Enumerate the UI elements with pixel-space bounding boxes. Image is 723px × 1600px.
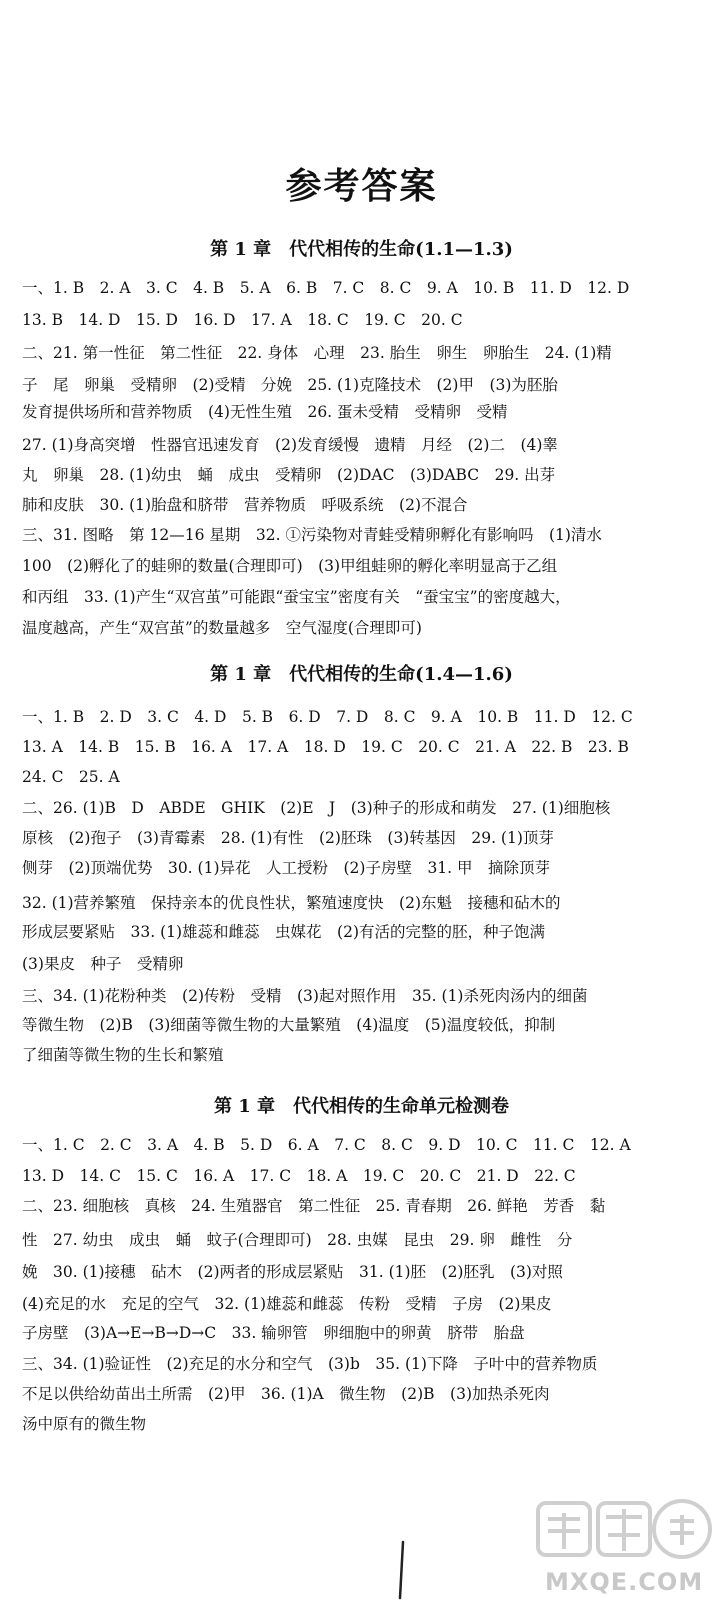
answer-line: 三、31. 图略 第 12—16 星期 32. ①污染物对青蛙受精卵孵化有影响吗 (1)清水 [22, 526, 602, 544]
answer-line: 发育提供场所和营养物质 (4)无性生殖 26. 蛋未受精 受精卵 受精 [22, 403, 508, 421]
answer-line: (3)果皮 种子 受精卵 [22, 955, 184, 973]
answer-line: 二、23. 细胞核 真核 24. 生殖器官 第二性征 25. 青春期 26. 鲜艳 芳香 黏 [22, 1197, 606, 1215]
answer-line: 13. A 14. B 15. B 16. A 17. A 18. D 19. C 20. C 21. A 22. B 23. B [22, 738, 629, 756]
answer-line: 100 (2)孵化了的蛙卵的数量(合理即可) (3)甲组蛙卵的孵化率明显高于乙组 [22, 557, 558, 575]
answer-line: 二、21. 第一性征 第二性征 22. 身体 心理 23. 胎生 卵生 卵胎生 24. (1)精 [22, 344, 612, 362]
answer-line: 不足以供给幼苗出土所需 (2)甲 36. (1)A 微生物 (2)B (3)加热杀死肉 [22, 1385, 550, 1403]
answer-line: 原核 (2)孢子 (3)青霉素 28. (1)有性 (2)胚珠 (3)转基因 29. (1)顶芽 [22, 829, 554, 847]
answer-line: 形成层要紧贴 33. (1)雄蕊和雌蕊 虫媒花 (2)有活的完整的胚，种子饱满 [22, 923, 545, 941]
answer-line: 温度越高，产生“双宫茧”的数量越多 空气湿度(合理即可) [22, 619, 422, 637]
answer-line: 27. (1)身高突增 性器官迅速发育 (2)发育缓慢 遗精 月经 (2)二 (4)睾 [22, 436, 558, 454]
answer-line: (4)充足的水 充足的空气 32. (1)雄蕊和雌蕊 传粉 受精 子房 (2)果皮 [22, 1295, 552, 1313]
answer-line: 等微生物 (2)B (3)细菌等微生物的大量繁殖 (4)温度 (5)温度较低，抑制 [22, 1016, 556, 1034]
answer-line: 一、1. C 2. C 3. A 4. B 5. D 6. A 7. C 8. C 9. D 10. C 11. C 12. A [22, 1136, 631, 1154]
section-title: 第 1 章 代代相传的生命(1.1—1.3) [210, 239, 513, 260]
answer-line: 娩 30. (1)接穗 砧木 (2)两者的形成层紧贴 31. (1)胚 (2)胚乳 (3)对照 [22, 1263, 563, 1281]
answer-line: 丸 卵巢 28. (1)幼虫 蛹 成虫 受精卵 (2)DAC (3)DABC 29. 出芽 [22, 466, 556, 484]
page-title: 参考答案 [285, 165, 438, 207]
answer-line: 和丙组 33. (1)产生“双宫茧”可能跟“蚕宝宝”密度有关 “蚕宝宝”的密度越大， [22, 588, 571, 606]
answer-line: 汤中原有的微生物 [22, 1415, 147, 1433]
answer-line: 肺和皮肤 30. (1)胎盘和脐带 营养物质 呼吸系统 (2)不混合 [22, 496, 468, 514]
watermark-url: MXQE.COM [545, 1568, 704, 1596]
answer-line: 侧芽 (2)顶端优势 30. (1)异花 人工授粉 (2)子房壁 31. 甲 摘除顶芽 [22, 859, 551, 877]
section-title: 第 1 章 代代相传的生命单元检测卷 [213, 1096, 510, 1117]
answer-line: 一、1. B 2. A 3. C 4. B 5. A 6. B 7. C 8. C 9. A 10. B 11. D 12. D [22, 279, 630, 297]
answer-line: 24. C 25. A [22, 768, 120, 786]
answer-line: 了细菌等微生物的生长和繁殖 [22, 1046, 224, 1064]
answer-line: 三、34. (1)花粉种类 (2)传粉 受精 (3)起对照作用 35. (1)杀死肉汤内的细菌 [22, 987, 588, 1005]
answer-line: 三、34. (1)验证性 (2)充足的水分和空气 (3)b 35. (1)下降 子叶中的营养物质 [22, 1355, 598, 1373]
section-title: 第 1 章 代代相传的生命(1.4—1.6) [210, 664, 513, 685]
answer-line: 性 27. 幼虫 成虫 蛹 蚊子(合理即可) 28. 虫媒 昆虫 29. 卵 雌性 分 [22, 1231, 573, 1249]
answer-line: 子 尾 卵巢 受精卵 (2)受精 分娩 25. (1)克隆技术 (2)甲 (3)为胚胎 [22, 376, 558, 394]
answer-line: 二、26. (1)B D ABDE GHIK (2)E J (3)种子的形成和萌发 27. (1)细胞核 [22, 799, 611, 817]
answer-line: 子房壁 (3)A→E→B→D→C 33. 输卵管 卵细胞中的卵黄 脐带 胎盘 [22, 1324, 525, 1342]
answer-line: 13. B 14. D 15. D 16. D 17. A 18. C 19. C 20. C [22, 311, 463, 329]
pen-stroke-mark [395, 1540, 409, 1600]
answer-line: 一、1. B 2. D 3. C 4. D 5. B 6. D 7. D 8. C 9. A 10. B 11. D 12. C [22, 708, 633, 726]
answer-line: 13. D 14. C 15. C 16. A 17. C 18. A 19. C 20. C 21. D 22. C [22, 1167, 576, 1185]
answer-line: 32. (1)营养繁殖 保持亲本的优良性状，繁殖速度快 (2)东魁 接穗和砧木的 [22, 894, 561, 912]
